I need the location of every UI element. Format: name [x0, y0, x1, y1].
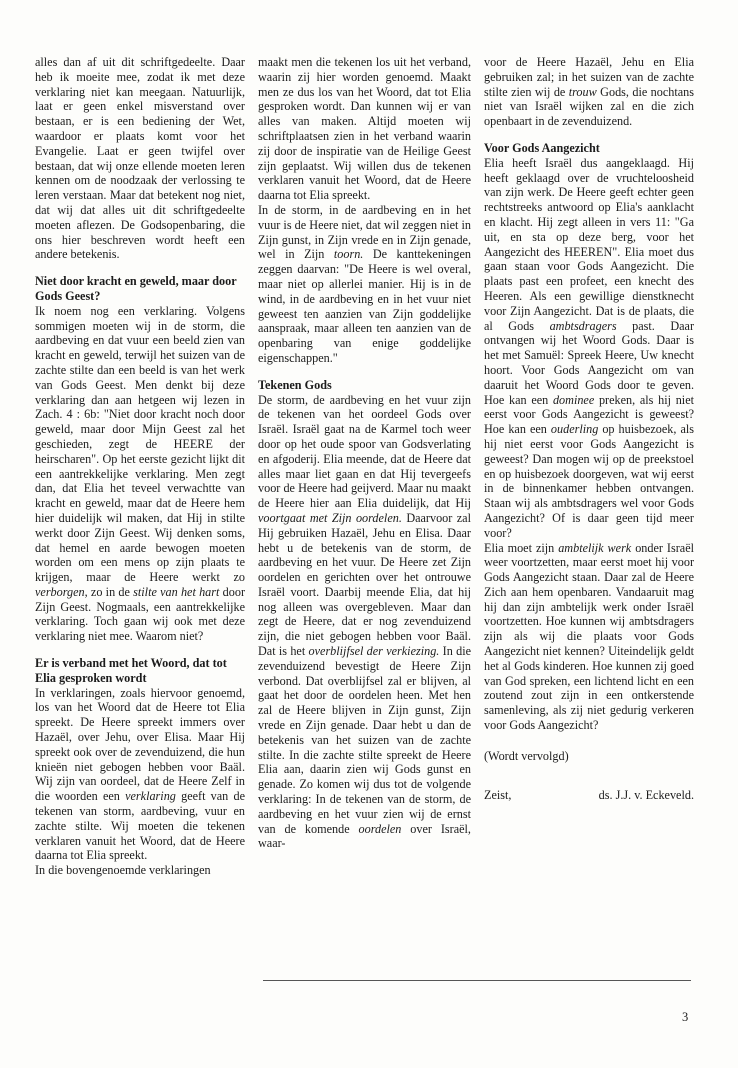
- section-heading: Er is verband met het Woord, dat tot Elia gesproken wordt: [35, 656, 227, 685]
- italic-text: dominee: [552, 392, 595, 407]
- text-run: over Israël, waar-: [258, 821, 471, 851]
- italic-text: trouw: [568, 84, 597, 99]
- text-column-2: [258, 55, 471, 851]
- italic-text: ambtelijk werk: [558, 540, 632, 555]
- paragraph: [35, 686, 245, 864]
- text-run: Elia moet zijn: [484, 540, 559, 555]
- text-run: geeft van de tekenen van storm, aardbeving, vuur en zachte stilte. Wij moeten die tekenen verklaren vanuit het Woord, dat de Heere daarna tot Elia spreekt.: [35, 789, 245, 863]
- italic-text: verborgen: [35, 584, 85, 599]
- paragraph: alles dan af uit dit schriftgedeelte. Daar heb ik moeite mee, zodat ik met deze verklaring niet kan meegaan. Natuurlijk, laat er geen enkel misverstand over bestaan, er is een bediening der Wet, waardoor er plaats komt voor het Evangelie. Laat er geen twijfel over bestaan, dat wij onze ellende moeten leren kennen om de noodzaak der verlossing te leren verstaan. Maar dat betekent nog niet, dat wij dat alles uit dit schriftgedeelte moeten aflezen. De Godsopenbaring, die ons hier beschreven wordt heeft een andere betekenis.: [35, 55, 245, 262]
- text-run: voor de Heere Hazaël, Jehu en Elia gebruiken zal; in het suizen van de zachte stilte zien wij de: [484, 55, 694, 99]
- italic-text: toorn.: [333, 247, 364, 262]
- paragraph: In die bovengenoemde verklaringen: [35, 863, 211, 878]
- text-run: door Zijn Geest. Nogmaals, een aantrekkelijke verklaring. Toch gaan wij ook met deze verklaring niet mee. Waarom niet?: [35, 584, 246, 644]
- signature-place: Zeist,: [484, 787, 512, 802]
- text-run: In de storm, in de aardbeving en in het vuur is de Heere niet, dat wil zeggen niet in Zijn gunst, in Zijn vrede en in Zijn genade, wel in Zijn: [258, 202, 471, 262]
- signature-author: ds. J.J. v. Eckeveld.: [598, 787, 694, 802]
- text-run: Elia heeft Israël dus aangeklaagd. Hij heeft geklaagd over de vruchteloosheid van zijn werk. De Heere geeft echter geen rechtstreeks antwoord op Elia's aanklacht en klacht. Hij zegt alleen in vers 11: "Ga uit, en sta op deze berg, voor het Aangezicht des HEEREN". Elia moet dus gaan staan voor Gods Aangezicht. Die plaats past een profeet, een knecht des Heeren. Als een gewillige dienstknecht voor Zijn Aangezicht. Dat is de plaats, die al Gods: [484, 155, 694, 333]
- italic-text: overblijfsel der verkiezing.: [308, 644, 440, 659]
- paragraph: [258, 203, 471, 366]
- text-run: past. Daar ontvangen wij het Woord Gods. Daar is het met Samuël: Spreek Heere, Uw knecht hoort. Voor Gods Aangezicht om van daaruit het Woord Gods door te geven. Hoe kan een: [484, 318, 694, 407]
- text-run: Daarvoor zal Hij gebruiken Hazaël, Jehu en Elisa. Daar hebt u de betekenis van de storm, de aardbeving en het vuur. De Heere zet Zijn oordelen en gerichten over het ontrouwe Israël voort. Daarbij meende Elia, dat hij nog alleen was overgebleven. Maar dan zegt de Heere, dat er nog zevenduizend zijn, die niet gebogen hebben voor Baäl. Dat is het: [258, 510, 471, 659]
- section-heading: Niet door kracht en geweld, maar door Gods Geest?: [35, 274, 237, 303]
- text-run: In die zevenduizend bevestigt de Heere Zijn verbond. Dat overblijfsel zal er blijven, al gaat het door de oordelen heen. Met hen zal de Heere blijven in Zijn gunst, Zijn vrede en Zijn genade. Daar hebt u dan de betekenis van het suizen van de zachte stilte. In die zachte stilte spreekt de Heere Elia aan, daarin zien wij Gods gunst en genade. Zo komen wij dus tot de volgende verklaring: In de tekenen van de storm, de aardbeving en het vuur zien wij de ernst van de komende: [258, 644, 471, 836]
- paragraph: [484, 541, 694, 733]
- text-run: Gods, die nochtans niet van Israël wijken zal en die zich openbaart in de zevenduizend.: [484, 84, 694, 129]
- text-run: op huisbezoek, als hij niet eerst voor Gods Aangezicht is geweest? Dan mogen wij op de preekstoel en op huisbezoek doorgeven, wat wij eerst in de binnenkamer hebben ontvangen. Staan wij als ambtsdragers wel voor Gods Aangezicht? Of is daar geen tijd meer voor?: [484, 422, 694, 540]
- page-number: 3: [682, 1010, 689, 1024]
- paragraph: [484, 55, 694, 129]
- text-run: De kanttekeningen zeggen daarvan: "De Heere is wel overal, maar niet op allerlei manier. Hij is in de wind, in de aardbeving en in het vuur niet geweest ten aanzien van Zijn goddelijke aanspraak, maar alleen ten aanzien van de openbaring van enige goddelijke eigenschappen.": [258, 247, 471, 365]
- paragraph: maakt men die tekenen los uit het verband, waarin zij hier worden genoemd. Maakt men ze dus los van het Woord, dat tot Elia gesproken wordt. Dan kunnen wij er van alles van maken. Altijd moeten wij schriftplaatsen zien in het verband waarin zij door de inspiratie van de Heilige Geest zijn geplaatst. Wij willen dus de tekenen verklaren vanuit het Woord, dat de Heere daarna tot Elia spreekt.: [258, 55, 471, 203]
- text-run: preken, als hij niet eerst voor Gods Aangezicht is geweest? Hoe kan een: [484, 392, 694, 437]
- continuation-note: (Wordt vervolgd): [484, 748, 569, 763]
- italic-text: voortgaat met Zijn oordelen.: [258, 510, 402, 525]
- section-heading: Voor Gods Aangezicht: [484, 140, 600, 155]
- text-column-1: [35, 55, 245, 878]
- text-run: , zo in de: [84, 584, 134, 599]
- italic-text: ouderling: [550, 422, 599, 437]
- footer-rule: [263, 980, 691, 981]
- italic-text: verklaring: [125, 789, 176, 804]
- paragraph: [35, 304, 245, 644]
- text-column-3: [484, 55, 694, 802]
- section-heading: Tekenen Gods: [258, 377, 332, 392]
- text-run: De storm, de aardbeving en het vuur zijn de tekenen van het oordeel Gods over Israël. Israël gaat na de Karmel toch weer door op het oude spoor van Godsverlating en afgoderij. Elia meende, dat de Heere dat alles maar liet gaan en dat Hij tevergeefs voor de Heere had geijverd. Maar nu maakt de Heere hier aan Elia duidelijk, dat Hij: [258, 392, 471, 511]
- text-run: In verklaringen, zoals hiervoor genoemd, los van het Woord dat de Heere tot Elia spreekt. De Heere spreekt immers over Hazaël, over Jehu, over Elisa. Maar Hij spreekt ook over de zevenduizend, die hun knieën niet gebogen hebben voor Baäl. Wij zijn van oordeel, dat de Heere Zelf in die woorden een: [35, 685, 245, 804]
- italic-text: ambtsdragers: [549, 318, 617, 333]
- paragraph: [484, 156, 694, 541]
- italic-text: stilte van het hart: [133, 584, 220, 599]
- italic-text: oordelen: [358, 821, 402, 836]
- text-run: onder Israël weer voortzetten, maar eerst moet hij voor Gods Aangezicht staan. Daar zal de Heere Zich aan hem openbaren. Vandaaruit mag hij dan zijn ambtelijk werk onder Israël voortzetten. Hoe kunnen wij ambtsdragers zijn als wij die plaats voor Gods Aangezicht niet kennen? Uiteindelijk geldt het al Gods kinderen. Hoe kunnen zij goed van God spreken, een lichtend licht en een zoutend zout zijn in een ontkerstende samenleving, als zij niet gedurig verkeren voor Gods Aangezicht?: [484, 540, 694, 733]
- signature: [484, 788, 694, 803]
- text-run: Ik noem nog een verklaring. Volgens sommigen moeten wij in de storm, die aardbeving en dat vuur een beeld zien van kracht en geweld, terwijl het suizen van de zachte stilte dan een beeld is van het werk van Gods Geest. Men denkt bij deze verklaring dan aan hetgeen wij lezen in Zach. 4 : 6b: "Niet door kracht noch door geweld, maar door Mijn Geest zal het geschieden, zegt de HEERE der heirscharen". Op het eerste gezicht lijkt dit een aantrekkelijke verklaring. Men zegt dan, dat Elia het teveel verwachtte van kracht en geweld, maar dat de Heere hem hier duidelijk wil maken, dat Hij in stilte werkt door Zijn Geest. Wij denken soms, dat hemel en aarde bewogen moeten worden om een mens op zijn plaats te krijgen, maar de Heere werkt zo: [35, 303, 245, 585]
- paragraph: [258, 393, 471, 852]
